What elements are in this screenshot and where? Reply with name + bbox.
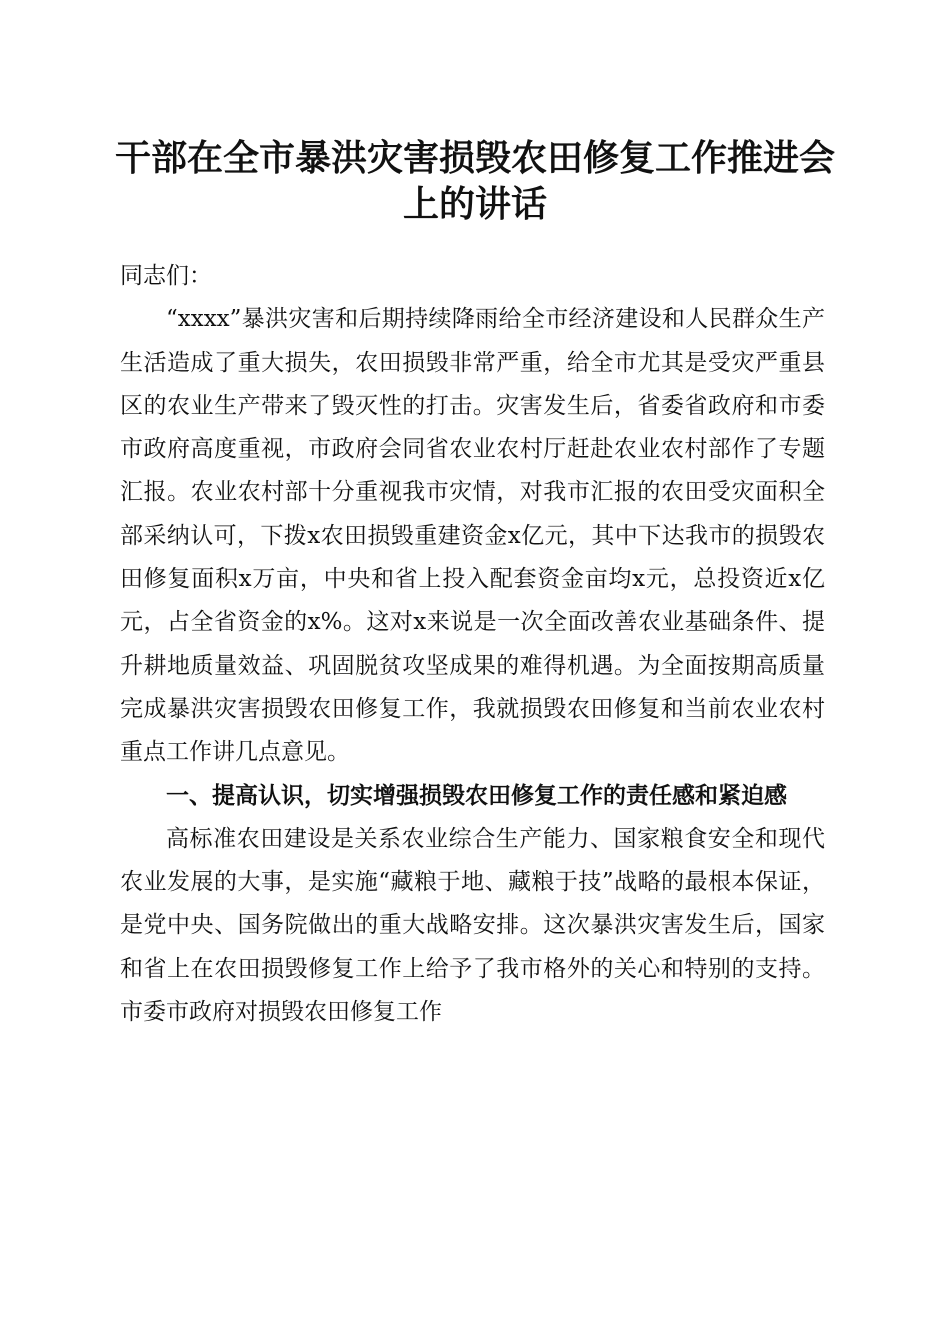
paragraph-1: “xxxx”暴洪灾害和后期持续降雨给全市经济建设和人民群众生产生活造成了重大损失，农田损毁非常严重，给全市尤其是受灾严重县区的农业生产带来了毁灭性的打击。灾害发生后，省委省政府和市委市政府高度重视，市政府会同省农业农村厅赶赴农业农村部作了专题汇报。农业农村部十分重视我市灾情，对我市汇报的农田受灾面积全部采纳认可，下拨x农田损毁重建资金x亿元，其中下达我市的损毁农田修复面积x万亩，中央和省上投入配套资金亩均x元，总投资近x亿元，占全省资金的x%。这对x来说是一次全面改善农业基础条件、提升耕地质量效益、巩固脱贫攻坚成果的难得机遇。为全面按期高质量完成暴洪灾害损毁农田修复工作，我就损毁农田修复和当前农业农村重点工作讲几点意见。 (120, 306, 825, 766)
paragraph-2: 高标准农田建设是关系农业综合生产能力、国家粮食安全和现代农业发展的大事，是实施“藏粮于地、藏粮于技”战略的最根本保证，是党中央、国务院做出的重大战略安排。这次暴洪灾害发生后，国家和省上在农田损毁修复工作上给予了我市格外的关心和特别的支持。市委市政府对损毁农田修复工作 (120, 825, 825, 1026)
title-line-1: 干部在全市暴洪灾害损毁农田修复工作推进会 (114, 137, 835, 179)
document-body (120, 255, 825, 1034)
salutation: 同志们： (120, 263, 212, 289)
section-heading-1: 一、提高认识，切实增强损毁农田修复工作的责任感和紧迫感 (166, 782, 787, 809)
title-line-2: 上的讲话 (402, 183, 547, 225)
document-title (100, 135, 850, 227)
